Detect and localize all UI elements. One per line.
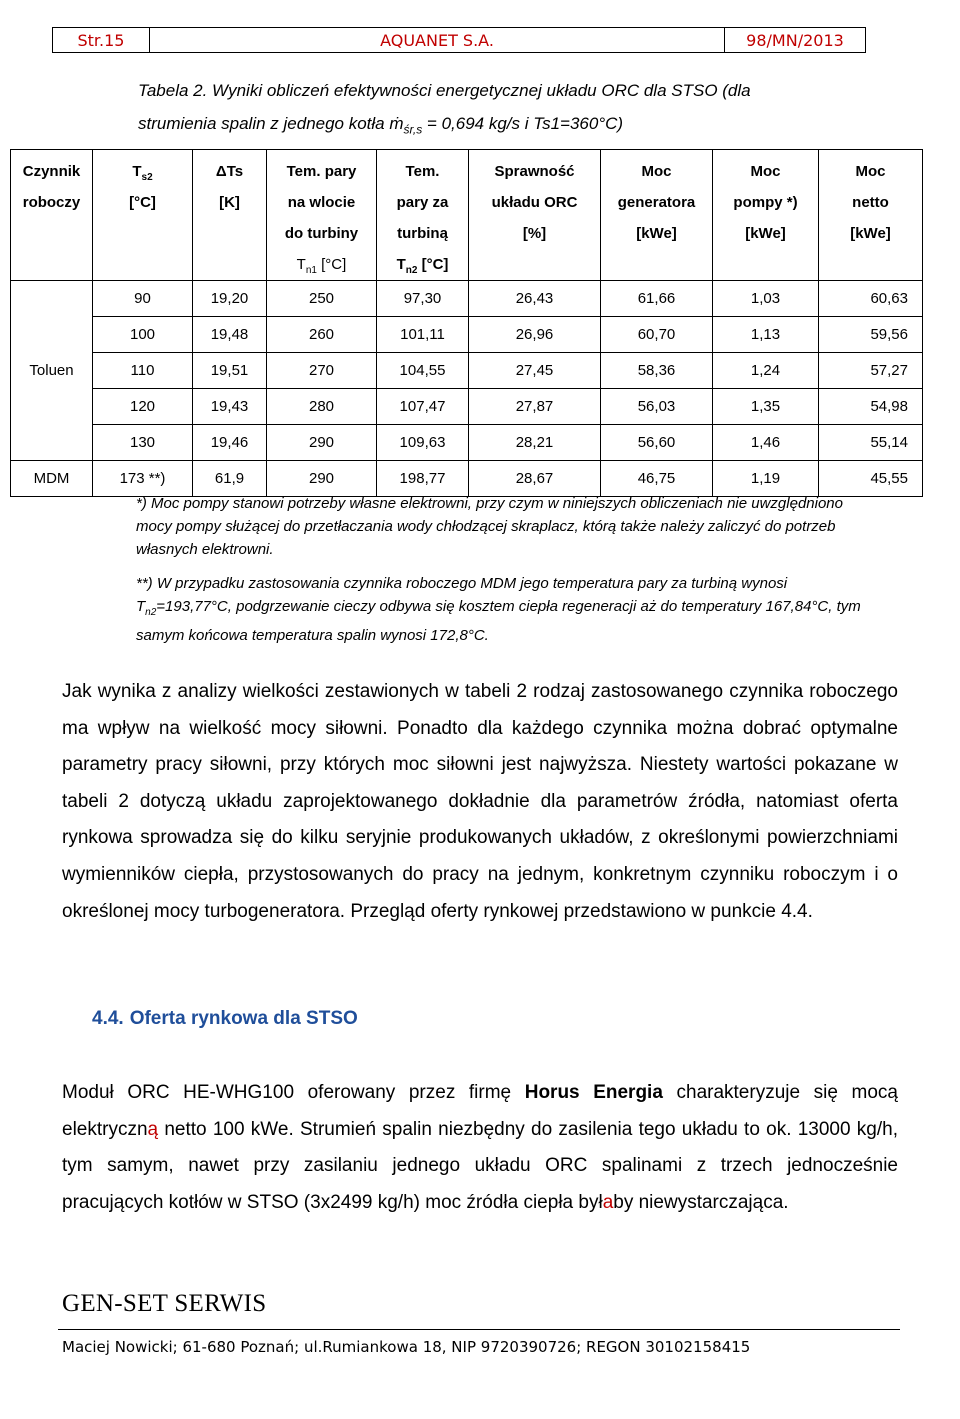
table-cell: 280 bbox=[267, 389, 377, 425]
table-row bbox=[11, 389, 923, 425]
group-label-mdm: MDM bbox=[11, 461, 93, 497]
company-name-bold: Horus Energia bbox=[524, 1082, 663, 1103]
group-label-toluen: Toluen bbox=[11, 281, 93, 461]
table-cell: 45,55 bbox=[819, 461, 923, 497]
footer-divider bbox=[58, 1329, 900, 1330]
section-title: Oferta rynkowa dla STSO bbox=[129, 1008, 358, 1029]
footnote-mdm: **) W przypadku zastosowania czynnika roboczego MDM jego temperatura pary za turbiną wynosi $T_{n2}=193,77^\circ C$, podgrzewanie cieczy odbywa się kosztem ciepła regeneracji aż do temperatury 167,84°C, tym samym końcowa temperatura spalin wynosi 172,8°C. bbox=[136, 575, 861, 644]
table-cell: 1,03 bbox=[713, 281, 819, 317]
table-cell: 27,87 bbox=[469, 389, 601, 425]
table-cell: 46,75 bbox=[601, 461, 713, 497]
table-cell: 61,66 bbox=[601, 281, 713, 317]
table-cell: 55,14 bbox=[819, 425, 923, 461]
table-cell: 110 bbox=[93, 353, 193, 389]
table-cell: 270 bbox=[267, 353, 377, 389]
header-outlet-temp: Tem. pary za turbiną $T_{n2}$ [°C] bbox=[377, 150, 469, 281]
table-cell: 27,45 bbox=[469, 353, 601, 389]
header-working-fluid: Czynnik roboczy bbox=[11, 150, 93, 281]
table-cell: 104,55 bbox=[377, 353, 469, 389]
footer-company-title: GEN-SET SERWIS bbox=[62, 1290, 267, 1317]
offer-paragraph: Moduł ORC HE-WHG100 oferowany przez firmę Horus Energia charakteryzuje się mocą elektryczną netto 100 kWe. Strumień spalin niezbędny do zasilenia tego układu to ok. 13000 kg/h, tym samym, nawet przy zasilaniu jednego układu ORC spalinami z trzech jednocześnie pracujących kotłów w STSO (3x2499 kg/h) moc źródła ciepła byłaby niewystarczająca. bbox=[62, 1082, 898, 1213]
table-cell: 1,35 bbox=[713, 389, 819, 425]
table-cell: 97,30 bbox=[377, 281, 469, 317]
table-cell: 56,03 bbox=[601, 389, 713, 425]
table-cell: 130 bbox=[93, 425, 193, 461]
footer-address: Maciej Nowicki; 61-680 Poznań; ul.Rumiankowa 18, NIP 9720390726; REGON 30102158415 bbox=[62, 1338, 751, 1356]
table-cell: 19,46 bbox=[193, 425, 267, 461]
table-cell: 1,19 bbox=[713, 461, 819, 497]
table-cell: 1,46 bbox=[713, 425, 819, 461]
table-cell: 109,63 bbox=[377, 425, 469, 461]
table-cell: 19,51 bbox=[193, 353, 267, 389]
table-cell: 26,43 bbox=[469, 281, 601, 317]
table-cell: 61,9 bbox=[193, 461, 267, 497]
table-cell: 198,77 bbox=[377, 461, 469, 497]
header-inlet-temp: Tem. pary na wlocie do turbiny $T_{n1}$ [°C] bbox=[267, 150, 377, 281]
table-cell: 59,56 bbox=[819, 317, 923, 353]
table-caption bbox=[138, 74, 858, 146]
table-cell: 19,43 bbox=[193, 389, 267, 425]
caption-line-2: strumienia spalin z jednego kotła ṁ$_{śr,s}$ = 0,694 kg/s i Ts1=360°C) bbox=[138, 114, 624, 137]
table-cell: 56,60 bbox=[601, 425, 713, 461]
table-cell: 250 bbox=[267, 281, 377, 317]
table-cell: 28,21 bbox=[469, 425, 601, 461]
table-row bbox=[11, 425, 923, 461]
results-table bbox=[10, 149, 923, 497]
analysis-paragraph: Jak wynika z analizy wielkości zestawionych w tabeli 2 rodzaj zastosowanego czynnika roboczego ma wpływ na wielkość mocy siłowni. Ponadto dla każdego czynnika można dobrać optymalne parametry pracy siłowni, przy których moc siłowni jest najwyższa. Niestety wartości pokazane w tabeli 2 dotyczą układu zaprojektowanego dokładnie dla parametrów źródła, natomiast oferta rynkowa sprowadza się do kilku seryjnie produkowanych układów, z określonymi powierzchniami wymienników ciepła, przystosowanych do pracy na jednym, konkretnym czynniku roboczym i o określonej mocy turbogeneratora. Przegląd oferty rynkowej przedstawiono w punkcie 4.4. bbox=[62, 681, 898, 922]
table-cell: 60,63 bbox=[819, 281, 923, 317]
table-cell: 60,70 bbox=[601, 317, 713, 353]
page-header bbox=[52, 27, 866, 53]
table-cell: 19,48 bbox=[193, 317, 267, 353]
table-cell: 100 bbox=[93, 317, 193, 353]
table-cell: 26,96 bbox=[469, 317, 601, 353]
table-cell: 107,47 bbox=[377, 389, 469, 425]
table-cell: 54,98 bbox=[819, 389, 923, 425]
table-row bbox=[11, 281, 923, 317]
table-cell: 120 bbox=[93, 389, 193, 425]
table-header-row bbox=[11, 150, 923, 281]
table-cell: 260 bbox=[267, 317, 377, 353]
footnote-pump-power: *) Moc pompy stanowi potrzeby własne elektrowni, przy czym w niniejszych obliczeniach nie uwzględniono mocy pompy służącej do przetłaczania wody chłodzącej skraplacz, którą także należy zaliczyć do potrzeb własnych elektrowni. bbox=[136, 495, 843, 558]
header-efficiency: Sprawność układu ORC [%] bbox=[469, 150, 601, 281]
section-number: 4.4. bbox=[92, 1008, 124, 1029]
header-page-number: Str.15 bbox=[53, 28, 150, 52]
section-heading bbox=[92, 1008, 358, 1030]
header-pump-power: Moc pompy *) [kWe] bbox=[713, 150, 819, 281]
header-generator-power: Moc generatora [kWe] bbox=[601, 150, 713, 281]
table-cell: 57,27 bbox=[819, 353, 923, 389]
header-ts2: $T_{s2}$ [°C] bbox=[93, 150, 193, 281]
table-cell: 28,67 bbox=[469, 461, 601, 497]
table-cell: 101,11 bbox=[377, 317, 469, 353]
table-cell: 19,20 bbox=[193, 281, 267, 317]
header-net-power: Moc netto [kWe] bbox=[819, 150, 923, 281]
header-reference: 98/MN/2013 bbox=[746, 30, 844, 50]
table-cell: 1,13 bbox=[713, 317, 819, 353]
table-cell: 90 bbox=[93, 281, 193, 317]
table-row bbox=[11, 353, 923, 389]
table-cell: 173 **) bbox=[93, 461, 193, 497]
table-cell: 1,24 bbox=[713, 353, 819, 389]
table-cell: 58,36 bbox=[601, 353, 713, 389]
header-delta-ts: ΔTs [K] bbox=[193, 150, 267, 281]
table-row bbox=[11, 317, 923, 353]
table-cell: 290 bbox=[267, 425, 377, 461]
caption-line-1: Tabela 2. Wyniki obliczeń efektywności energetycznej układu ORC dla STSO (dla bbox=[138, 81, 751, 100]
table-cell: 290 bbox=[267, 461, 377, 497]
header-company: AQUANET S.A. bbox=[150, 28, 725, 52]
